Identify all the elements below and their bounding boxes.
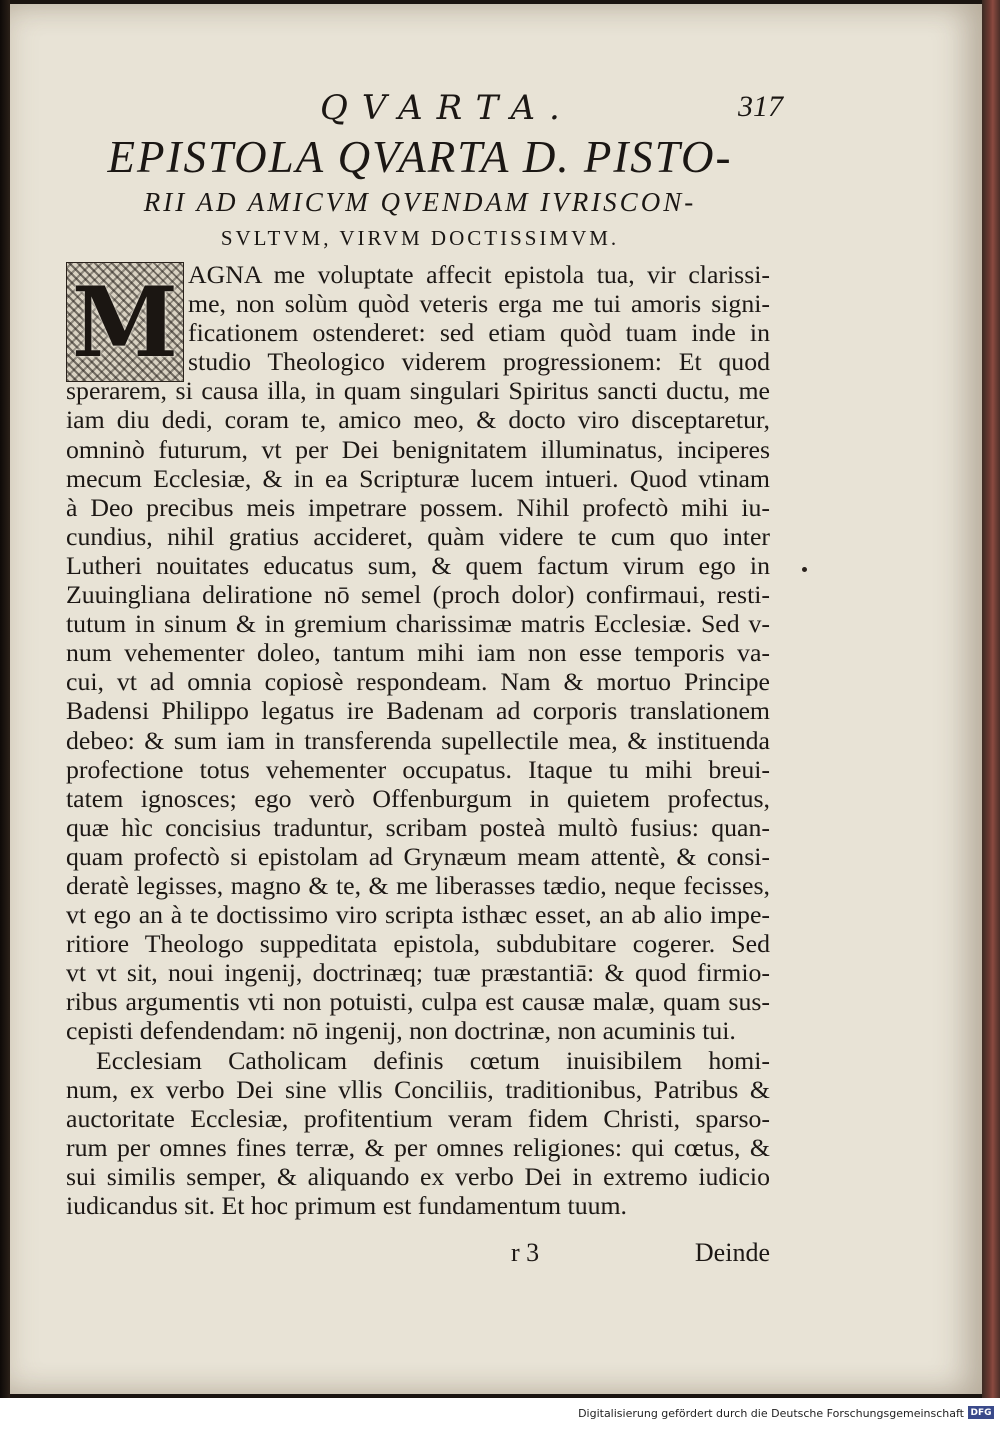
text-line: me, non solùm quòd veteris erga me tui amoris signi- bbox=[188, 289, 770, 319]
heading-line-1: EPISTOLA QVARTA D. PISTO- bbox=[107, 132, 733, 182]
text-line: vt ego an à te doctissimo viro scripta isthæc esset, an ab alio impe- bbox=[66, 900, 770, 930]
text-line: Lutheri nouitates educatus sum, & quem factum virum ego in bbox=[66, 550, 770, 580]
digitization-footer bbox=[0, 1398, 1000, 1429]
page-number: 317 bbox=[738, 90, 783, 123]
text-line: iudicandus sit. Et hoc primum est fundamentum tuum. bbox=[66, 1191, 628, 1220]
signature-mark: r 3 bbox=[511, 1238, 540, 1267]
text-line: cui, vt ad omnia copiosè respondeam. Nam & mortuo Principe bbox=[66, 667, 770, 697]
text-line: sperarem, si causa illa, in quam singulari Spiritus sancti ductu, me bbox=[66, 376, 770, 406]
text-line: ritiore Theologo suppeditata epistola, subdubitare cogerer. Sed bbox=[66, 929, 770, 959]
text-line: quæ hìc concisius traduntur, scribam posteà multò fusius: quan- bbox=[66, 812, 770, 842]
text-line: quam profectò si epistolam ad Grynæum meam attentè, & consi- bbox=[66, 841, 770, 871]
chapter-heading bbox=[50, 132, 790, 254]
text-line: Badensi Philippo legatus ire Badenam ad corporis translationem bbox=[66, 696, 770, 726]
text-line: ficationem ostenderet: sed etiam quòd tuam inde in bbox=[188, 318, 770, 348]
book-edge bbox=[982, 0, 1000, 1398]
text-line: AGNA me voluptate affecit epistola tua, vir clarissi- bbox=[188, 260, 770, 289]
scan-border-left bbox=[0, 0, 10, 1398]
text-line: sui similis semper, & aliquando ex verbo Dei in extremo iudicio bbox=[66, 1161, 770, 1191]
text-line: à Deo precibus meis impetrare possem. Nihil profectò mihi iu- bbox=[66, 492, 770, 522]
text-line: num vehementer doleo, tantum mihi iam non esse temporis va- bbox=[66, 638, 770, 668]
running-head bbox=[10, 88, 982, 128]
heading-line-3: SVLTVM, VIRVM DOCTISSIMVM. bbox=[220, 226, 620, 250]
text-line: Ecclesiam Catholicam definis cœtum inuisibilem homi- bbox=[96, 1045, 770, 1075]
text-line: cundius, nihil gratius accideret, quàm videre te cum quo inter bbox=[66, 521, 770, 551]
text-line: num, ex verbo Dei sine vllis Conciliis, traditionibus, Patribus & bbox=[66, 1074, 770, 1104]
heading-line-2: RII AD AMICVM QVENDAM IVRISCON- bbox=[143, 187, 697, 217]
dfg-logo-icon[interactable]: DFG bbox=[968, 1406, 994, 1419]
text-line: profectione totus vehementer occupatus. Itaque tu mihi breui- bbox=[66, 754, 770, 784]
text-line: ribus argumentis vti non potuisti, culpa est causæ malæ, quam sus- bbox=[66, 987, 770, 1017]
text-line: deratè legisses, magno & te, & me liberasses tædio, neque fecisses, bbox=[66, 870, 770, 900]
text-line: rum per omnes fines terræ, & per omnes religiones: qui cœtus, & bbox=[66, 1132, 770, 1162]
body-text bbox=[66, 260, 770, 1220]
text-line: cepisti defendendam: nō ingenij, non doctrinæ, non acuminis tui. bbox=[66, 1016, 736, 1046]
text-line: tatem ignosces; ego verò Offenburgum in quietem profectus, bbox=[66, 783, 770, 813]
text-line: mecum Ecclesiæ, & in ea Scripturæ lucem intueri. Quod vtinam bbox=[66, 463, 770, 493]
text-line: debeo: & sum iam in transferenda supellectile mea, & instituenda bbox=[66, 725, 770, 755]
footer-credit: Digitalisierung gefördert durch die Deutsche Forschungsgemeinschaft bbox=[578, 1407, 964, 1420]
text-line: studio Theologico viderem progressionem: Et quod bbox=[188, 347, 770, 377]
text-line: vt vt sit, noui ingenij, doctrinæq; tuæ præstantiā: & quod firmio- bbox=[66, 958, 770, 988]
running-title: QVARTA. bbox=[320, 88, 574, 128]
initial-letter: M bbox=[71, 265, 179, 379]
text-line: omninò futurum, vt per Dei benignitatem illuminatus, inciperes bbox=[66, 434, 770, 464]
text-line: tutum in sinum & in gremium charissimæ matris Ecclesiæ. Sed v- bbox=[66, 609, 770, 639]
catchword: Deinde bbox=[694, 1238, 770, 1267]
text-line: Zuuingliana deliratione nō semel (proch dolor) confirmaui, resti- bbox=[66, 580, 770, 610]
ink-speck bbox=[802, 567, 807, 572]
text-line: auctoritate Ecclesiæ, profitentium veram fidem Christi, sparso- bbox=[66, 1103, 770, 1133]
text-line: iam diu dedi, coram te, amico meo, & docto viro disceptaretur, bbox=[66, 405, 770, 435]
page-foot bbox=[66, 1238, 770, 1274]
book-page bbox=[10, 4, 982, 1394]
